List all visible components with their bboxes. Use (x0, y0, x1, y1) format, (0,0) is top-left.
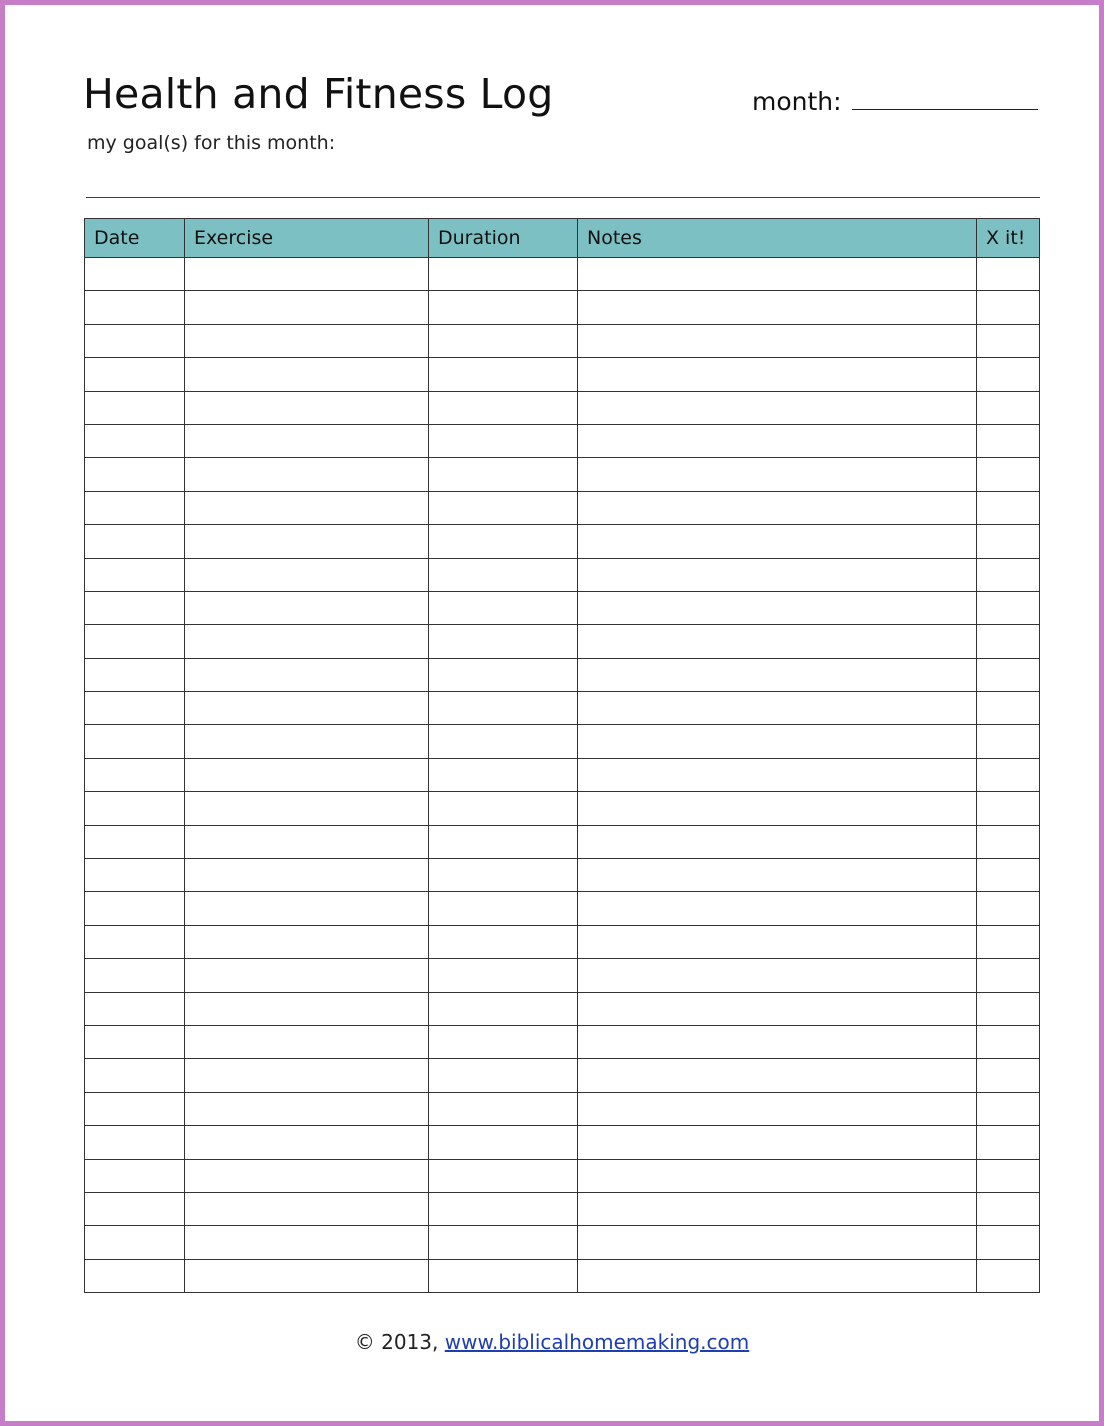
column-header-x-it: X it! (977, 219, 1040, 258)
notes-cell[interactable] (578, 391, 977, 424)
date-cell[interactable] (85, 725, 185, 758)
x-it-cell[interactable] (977, 792, 1040, 825)
notes-cell[interactable] (578, 658, 977, 691)
date-cell[interactable] (85, 558, 185, 591)
date-cell[interactable] (85, 258, 185, 291)
exercise-cell[interactable] (185, 424, 429, 457)
table-row (85, 591, 1040, 624)
date-cell[interactable] (85, 525, 185, 558)
notes-cell[interactable] (578, 959, 977, 992)
goal-blank-line (86, 197, 1040, 198)
duration-cell[interactable] (429, 1025, 578, 1058)
date-cell[interactable] (85, 1059, 185, 1092)
table-row (85, 792, 1040, 825)
table-row (85, 725, 1040, 758)
exercise-cell[interactable] (185, 758, 429, 791)
notes-cell[interactable] (578, 859, 977, 892)
notes-cell[interactable] (578, 424, 977, 457)
date-cell[interactable] (85, 992, 185, 1025)
table-row (85, 1092, 1040, 1125)
duration-cell[interactable] (429, 992, 578, 1025)
table-row (85, 1025, 1040, 1058)
notes-cell[interactable] (578, 1259, 977, 1292)
table-row (85, 558, 1040, 591)
duration-cell[interactable] (429, 1092, 578, 1125)
table-row (85, 658, 1040, 691)
date-cell[interactable] (85, 1159, 185, 1192)
date-cell[interactable] (85, 1092, 185, 1125)
duration-cell[interactable] (429, 625, 578, 658)
duration-cell[interactable] (429, 925, 578, 958)
table-row (85, 324, 1040, 357)
date-cell[interactable] (85, 892, 185, 925)
notes-cell[interactable] (578, 825, 977, 858)
exercise-cell[interactable] (185, 525, 429, 558)
x-it-cell[interactable] (977, 758, 1040, 791)
x-it-cell[interactable] (977, 692, 1040, 725)
exercise-cell[interactable] (185, 1025, 429, 1058)
duration-cell[interactable] (429, 959, 578, 992)
exercise-cell[interactable] (185, 692, 429, 725)
exercise-cell[interactable] (185, 558, 429, 591)
column-header-duration: Duration (429, 219, 578, 258)
duration-cell[interactable] (429, 725, 578, 758)
notes-cell[interactable] (578, 1192, 977, 1225)
duration-cell[interactable] (429, 859, 578, 892)
notes-cell[interactable] (578, 1059, 977, 1092)
notes-cell[interactable] (578, 692, 977, 725)
x-it-cell[interactable] (977, 1025, 1040, 1058)
date-cell[interactable] (85, 658, 185, 691)
exercise-cell[interactable] (185, 658, 429, 691)
table-row (85, 358, 1040, 391)
x-it-cell[interactable] (977, 258, 1040, 291)
exercise-cell[interactable] (185, 1092, 429, 1125)
x-it-cell[interactable] (977, 424, 1040, 457)
table-row (85, 1259, 1040, 1292)
exercise-cell[interactable] (185, 391, 429, 424)
table-row (85, 491, 1040, 524)
x-it-cell[interactable] (977, 358, 1040, 391)
table-row (85, 925, 1040, 958)
notes-cell[interactable] (578, 1025, 977, 1058)
date-cell[interactable] (85, 825, 185, 858)
x-it-cell[interactable] (977, 391, 1040, 424)
notes-cell[interactable] (578, 258, 977, 291)
date-cell[interactable] (85, 458, 185, 491)
notes-cell[interactable] (578, 992, 977, 1025)
table-row (85, 1159, 1040, 1192)
table-row (85, 859, 1040, 892)
column-header-notes: Notes (578, 219, 977, 258)
x-it-cell[interactable] (977, 1059, 1040, 1092)
duration-cell[interactable] (429, 1259, 578, 1292)
notes-cell[interactable] (578, 525, 977, 558)
duration-cell[interactable] (429, 758, 578, 791)
notes-cell[interactable] (578, 558, 977, 591)
x-it-cell[interactable] (977, 925, 1040, 958)
notes-cell[interactable] (578, 491, 977, 524)
exercise-cell[interactable] (185, 324, 429, 357)
exercise-cell[interactable] (185, 358, 429, 391)
x-it-cell[interactable] (977, 324, 1040, 357)
x-it-cell[interactable] (977, 525, 1040, 558)
notes-cell[interactable] (578, 1226, 977, 1259)
exercise-cell[interactable] (185, 458, 429, 491)
duration-cell[interactable] (429, 591, 578, 624)
date-cell[interactable] (85, 859, 185, 892)
footer (0, 1330, 1104, 1354)
notes-cell[interactable] (578, 1126, 977, 1159)
notes-cell[interactable] (578, 725, 977, 758)
duration-cell[interactable] (429, 358, 578, 391)
notes-cell[interactable] (578, 324, 977, 357)
duration-cell[interactable] (429, 1126, 578, 1159)
exercise-cell[interactable] (185, 1059, 429, 1092)
table-row (85, 625, 1040, 658)
x-it-cell[interactable] (977, 558, 1040, 591)
x-it-cell[interactable] (977, 725, 1040, 758)
exercise-cell[interactable] (185, 258, 429, 291)
x-it-cell[interactable] (977, 1226, 1040, 1259)
date-cell[interactable] (85, 491, 185, 524)
table-row (85, 959, 1040, 992)
exercise-cell[interactable] (185, 1126, 429, 1159)
website-link[interactable]: www.biblicalhomemaking.com (444, 1330, 750, 1354)
duration-cell[interactable] (429, 491, 578, 524)
table-row (85, 1126, 1040, 1159)
x-it-cell[interactable] (977, 1159, 1040, 1192)
notes-cell[interactable] (578, 358, 977, 391)
notes-cell[interactable] (578, 1092, 977, 1125)
exercise-cell[interactable] (185, 1192, 429, 1225)
date-cell[interactable] (85, 625, 185, 658)
table-row (85, 1226, 1040, 1259)
date-cell[interactable] (85, 959, 185, 992)
date-cell[interactable] (85, 1126, 185, 1159)
date-cell[interactable] (85, 1025, 185, 1058)
x-it-cell[interactable] (977, 591, 1040, 624)
notes-cell[interactable] (578, 758, 977, 791)
notes-cell[interactable] (578, 792, 977, 825)
duration-cell[interactable] (429, 391, 578, 424)
exercise-cell[interactable] (185, 725, 429, 758)
exercise-cell[interactable] (185, 591, 429, 624)
exercise-cell[interactable] (185, 859, 429, 892)
duration-cell[interactable] (429, 424, 578, 457)
exercise-cell[interactable] (185, 491, 429, 524)
page-title: Health and Fitness Log (83, 70, 554, 118)
month-label: month: (752, 87, 842, 116)
column-header-date: Date (85, 219, 185, 258)
duration-cell[interactable] (429, 825, 578, 858)
exercise-cell[interactable] (185, 892, 429, 925)
exercise-cell[interactable] (185, 1159, 429, 1192)
table-row (85, 758, 1040, 791)
duration-cell[interactable] (429, 458, 578, 491)
duration-cell[interactable] (429, 1192, 578, 1225)
table-header-row (85, 219, 1040, 258)
duration-cell[interactable] (429, 892, 578, 925)
duration-cell[interactable] (429, 324, 578, 357)
table-row (85, 992, 1040, 1025)
month-blank-line (852, 109, 1038, 110)
date-cell[interactable] (85, 1226, 185, 1259)
date-cell[interactable] (85, 591, 185, 624)
exercise-cell[interactable] (185, 625, 429, 658)
notes-cell[interactable] (578, 892, 977, 925)
table-body (85, 258, 1040, 1293)
duration-cell[interactable] (429, 658, 578, 691)
duration-cell[interactable] (429, 1059, 578, 1092)
table-row (85, 1192, 1040, 1225)
exercise-cell[interactable] (185, 959, 429, 992)
copyright-text: © 2013, (354, 1330, 439, 1354)
x-it-cell[interactable] (977, 825, 1040, 858)
date-cell[interactable] (85, 324, 185, 357)
x-it-cell[interactable] (977, 491, 1040, 524)
date-cell[interactable] (85, 1259, 185, 1292)
date-cell[interactable] (85, 291, 185, 324)
date-cell[interactable] (85, 358, 185, 391)
exercise-cell[interactable] (185, 1259, 429, 1292)
table-row (85, 525, 1040, 558)
date-cell[interactable] (85, 391, 185, 424)
table-row (85, 692, 1040, 725)
table-row (85, 1059, 1040, 1092)
x-it-cell[interactable] (977, 658, 1040, 691)
x-it-cell[interactable] (977, 458, 1040, 491)
duration-cell[interactable] (429, 525, 578, 558)
duration-cell[interactable] (429, 291, 578, 324)
table-row (85, 892, 1040, 925)
x-it-cell[interactable] (977, 992, 1040, 1025)
table-row (85, 424, 1040, 457)
x-it-cell[interactable] (977, 892, 1040, 925)
x-it-cell[interactable] (977, 1092, 1040, 1125)
table-row (85, 458, 1040, 491)
notes-cell[interactable] (578, 1159, 977, 1192)
duration-cell[interactable] (429, 792, 578, 825)
date-cell[interactable] (85, 925, 185, 958)
date-cell[interactable] (85, 424, 185, 457)
exercise-cell[interactable] (185, 925, 429, 958)
month-field (752, 87, 1038, 116)
exercise-cell[interactable] (185, 1226, 429, 1259)
x-it-cell[interactable] (977, 291, 1040, 324)
duration-cell[interactable] (429, 1226, 578, 1259)
goal-label: my goal(s) for this month: (87, 132, 336, 154)
table-row (85, 391, 1040, 424)
notes-cell[interactable] (578, 291, 977, 324)
column-header-exercise: Exercise (185, 219, 429, 258)
date-cell[interactable] (85, 1192, 185, 1225)
table-row (85, 825, 1040, 858)
table-row (85, 258, 1040, 291)
duration-cell[interactable] (429, 692, 578, 725)
exercise-cell[interactable] (185, 792, 429, 825)
notes-cell[interactable] (578, 591, 977, 624)
exercise-cell[interactable] (185, 825, 429, 858)
date-cell[interactable] (85, 792, 185, 825)
notes-cell[interactable] (578, 458, 977, 491)
x-it-cell[interactable] (977, 1259, 1040, 1292)
date-cell[interactable] (85, 758, 185, 791)
date-cell[interactable] (85, 692, 185, 725)
x-it-cell[interactable] (977, 1126, 1040, 1159)
x-it-cell[interactable] (977, 625, 1040, 658)
exercise-cell[interactable] (185, 291, 429, 324)
table-row (85, 291, 1040, 324)
notes-cell[interactable] (578, 925, 977, 958)
duration-cell[interactable] (429, 1159, 578, 1192)
x-it-cell[interactable] (977, 859, 1040, 892)
duration-cell[interactable] (429, 558, 578, 591)
notes-cell[interactable] (578, 625, 977, 658)
exercise-cell[interactable] (185, 992, 429, 1025)
x-it-cell[interactable] (977, 959, 1040, 992)
x-it-cell[interactable] (977, 1192, 1040, 1225)
log-table (84, 218, 1040, 1293)
duration-cell[interactable] (429, 258, 578, 291)
